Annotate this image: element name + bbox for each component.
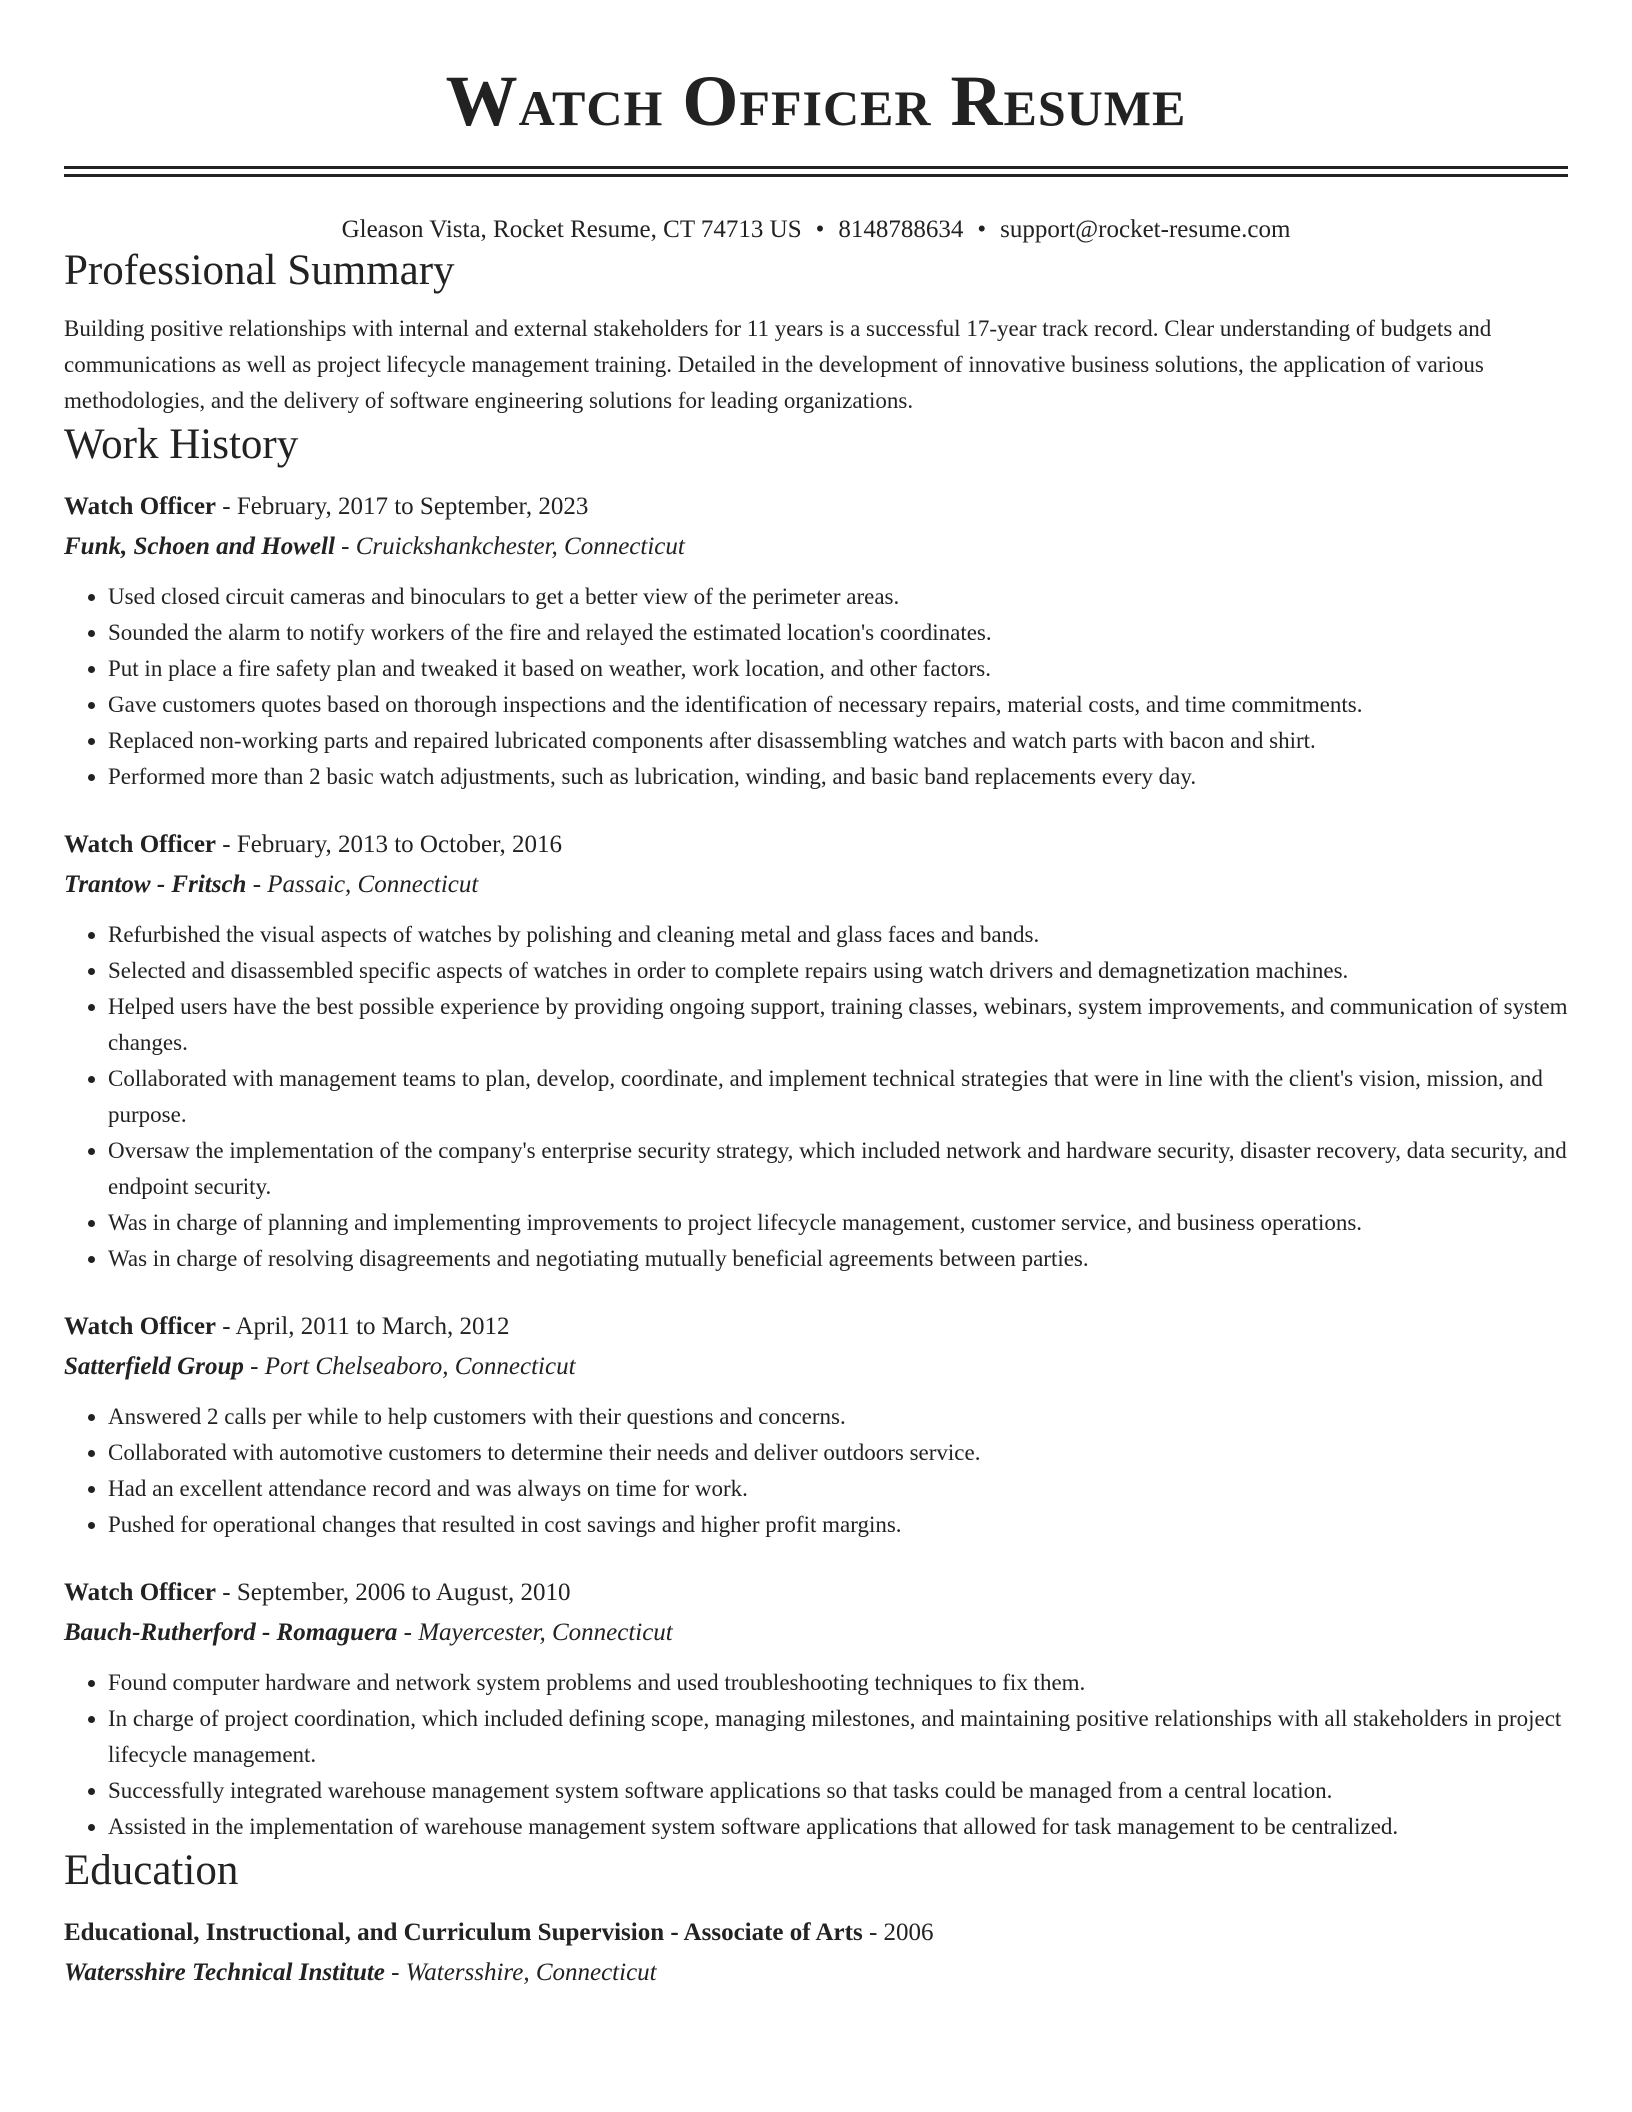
list-item: • Was in charge of resolving disagreements and negotiating mutually beneficial agreements between parties.	[108, 1241, 1568, 1277]
list-item: • Assisted in the implementation of warehouse management system software applications that allowed for task management to be centralized.	[108, 1809, 1568, 1845]
job-title: Watch Officer	[64, 493, 217, 520]
job-company: Bauch-Rutherford - Romaguera	[64, 1619, 398, 1646]
job-bullet-list	[64, 579, 1568, 795]
list-item: • Performed more than 2 basic watch adjustments, such as lubrication, winding, and basic band replacements every day.	[108, 759, 1568, 795]
job-entry	[64, 1573, 1568, 1845]
education-degree-line	[64, 1913, 1568, 1953]
job-company-line	[64, 1347, 1568, 1387]
job-company: Satterfield Group	[64, 1353, 244, 1380]
education-entry	[64, 1913, 1568, 1993]
education-year: - 2006	[868, 1919, 934, 1946]
education-heading: Education	[64, 1847, 239, 1894]
job-company-line	[64, 1613, 1568, 1653]
job-company: Trantow - Fritsch	[64, 871, 247, 898]
contact-address: Gleason Vista, Rocket Resume, CT 74713 US	[341, 216, 802, 243]
contact-separator: •	[815, 216, 825, 243]
work-history-heading: Work History	[64, 421, 299, 468]
job-bullet-list	[64, 1665, 1568, 1845]
education-location: - Watersshire, Connecticut	[391, 1959, 657, 1986]
job-title-line	[64, 1573, 1568, 1613]
list-item: • Replaced non-working parts and repaired lubricated components after disassembling watches and watch parts with bacon and shirt.	[108, 723, 1568, 759]
contact-phone: 8148788634	[838, 216, 964, 243]
job-title: Watch Officer	[64, 831, 217, 858]
job-title-line	[64, 1307, 1568, 1347]
list-item: • Used closed circuit cameras and binoculars to get a better view of the perimeter areas.	[108, 579, 1568, 615]
job-location: - Port Chelseaboro, Connecticut	[250, 1353, 576, 1380]
job-bullet-list	[64, 1399, 1568, 1543]
job-company-line	[64, 527, 1568, 567]
job-dates: - February, 2017 to September, 2023	[222, 493, 589, 520]
list-item: • Sounded the alarm to notify workers of the fire and relayed the estimated location's coordinates.	[108, 615, 1568, 651]
list-item: • Put in place a fire safety plan and tweaked it based on weather, work location, and other factors.	[108, 651, 1568, 687]
job-entry	[64, 825, 1568, 1277]
job-title: Watch Officer	[64, 1313, 217, 1340]
job-title-line	[64, 825, 1568, 865]
list-item: • Had an excellent attendance record and was always on time for work.	[108, 1471, 1568, 1507]
education-school: Watersshire Technical Institute	[64, 1959, 385, 1986]
job-company-line	[64, 865, 1568, 905]
contact-separator: •	[977, 216, 987, 243]
job-bullet-list	[64, 917, 1568, 1277]
resume-title: Watch Officer Resume	[445, 61, 1187, 141]
contact-email: support@rocket-resume.com	[1000, 216, 1291, 243]
job-location: - Cruickshankchester, Connecticut	[341, 533, 685, 560]
list-item: • Successfully integrated warehouse management system software applications so that tasks could be managed from a central location.	[108, 1773, 1568, 1809]
summary-text: Building positive relationships with internal and external stakeholders for 11 years is a successful 17-year track record. Clear understanding of budgets and communications as well as project lifecycle management training. Detailed in the development of innovative business solutions, the application of various methodologies, and the delivery of software engineering solutions for leading organizations.	[64, 316, 1492, 413]
list-item: • Pushed for operational changes that resulted in cost savings and higher profit margins.	[108, 1507, 1568, 1543]
contact-line	[64, 215, 1568, 245]
job-entry	[64, 1307, 1568, 1543]
list-item: • Gave customers quotes based on thorough inspections and the identification of necessary repairs, material costs, and time commitments.	[108, 687, 1568, 723]
list-item: • In charge of project coordination, which included defining scope, managing milestones, and maintaining positive relationships with all stakeholders in project lifecycle management.	[108, 1701, 1568, 1773]
job-dates: - February, 2013 to October, 2016	[222, 831, 562, 858]
summary-heading: Professional Summary	[64, 247, 455, 294]
job-company: Funk, Schoen and Howell	[64, 533, 335, 560]
job-title-line	[64, 487, 1568, 527]
job-entry	[64, 487, 1568, 795]
job-dates: - April, 2011 to March, 2012	[222, 1313, 510, 1340]
job-location: - Passaic, Connecticut	[252, 871, 479, 898]
list-item: • Oversaw the implementation of the company's enterprise security strategy, which included network and hardware security, disaster recovery, data security, and endpoint security.	[108, 1133, 1568, 1205]
education-degree: Educational, Instructional, and Curriculum Supervision - Associate of Arts	[64, 1919, 863, 1946]
job-title: Watch Officer	[64, 1579, 217, 1606]
job-location: - Mayercester, Connecticut	[403, 1619, 673, 1646]
job-dates: - September, 2006 to August, 2010	[222, 1579, 571, 1606]
list-item: • Selected and disassembled specific aspects of watches in order to complete repairs using watch drivers and demagnetization machines.	[108, 953, 1568, 989]
title-double-rule	[64, 166, 1568, 177]
list-item: • Helped users have the best possible experience by providing ongoing support, training classes, webinars, system improvements, and communication of system changes.	[108, 989, 1568, 1061]
education-school-line	[64, 1953, 1568, 1993]
list-item: • Found computer hardware and network system problems and used troubleshooting techniques to fix them.	[108, 1665, 1568, 1701]
list-item: • Collaborated with automotive customers to determine their needs and deliver outdoors service.	[108, 1435, 1568, 1471]
list-item: • Answered 2 calls per while to help customers with their questions and concerns.	[108, 1399, 1568, 1435]
list-item: • Collaborated with management teams to plan, develop, coordinate, and implement technical strategies that were in line with the client's vision, mission, and purpose.	[108, 1061, 1568, 1133]
list-item: • Was in charge of planning and implementing improvements to project lifecycle management, customer service, and business operations.	[108, 1205, 1568, 1241]
list-item: • Refurbished the visual aspects of watches by polishing and cleaning metal and glass faces and bands.	[108, 917, 1568, 953]
